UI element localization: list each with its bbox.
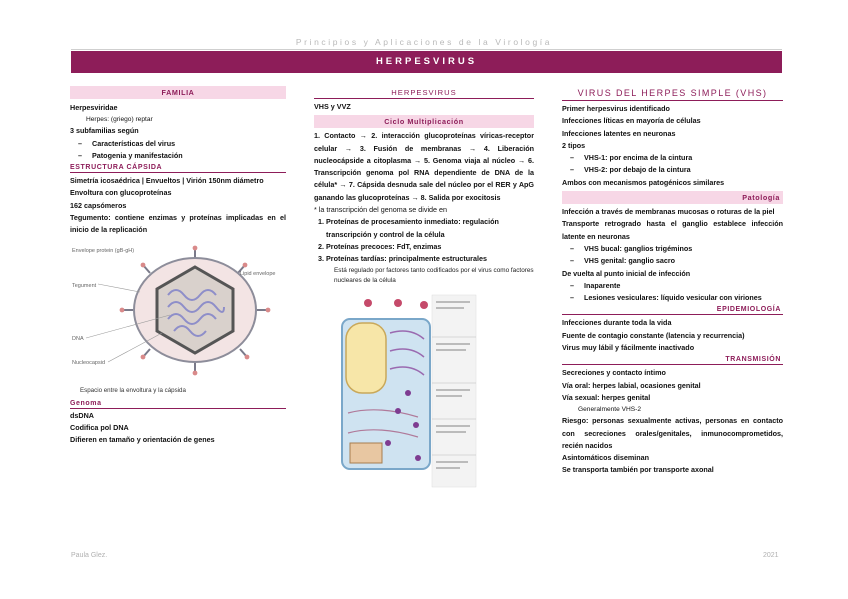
herpes-intro: VHS y VVZ	[314, 102, 351, 111]
nucleus	[346, 323, 386, 393]
label-dna: DNA	[72, 335, 84, 342]
trans-end: Se transporta también por transporte axonal	[562, 465, 714, 475]
estructura-line: Envoltura con glucoproteínas	[70, 188, 172, 198]
column-herpesvirus	[314, 86, 534, 489]
footer-author: Paula Glez.	[71, 552, 108, 559]
riesgo-text: Riesgo: personas sexualmente activas, personas en contacto con secreciones orales/genitales, inmunocomprometidos, recién nacidos	[562, 416, 783, 450]
vuelta-text: De vuelta al punto inicial de infección	[562, 268, 691, 278]
transcripcion-step: 2. Proteínas precoces: FdT, enzimas	[318, 241, 442, 251]
patologia-line: Infección a través de membranas mucosas o roturas de la piel	[562, 207, 775, 217]
vuelta-item: – Lesiones vesiculares: líquido vesicular con viriones	[562, 292, 783, 304]
genoma-line: Difieren en tamaño y orientación de genes	[70, 435, 215, 445]
vhs-type: – VHS-1: por encima de la cintura	[562, 152, 783, 164]
genoma-line: Codifica pol DNA	[70, 422, 129, 432]
page-banner: HERPESVIRUS	[71, 51, 782, 73]
estructura-line: Simetría icosaédrica | Envueltos | Virión 150nm diámetro	[70, 176, 264, 186]
label-envelope: Envelope protein (gB-gH)	[72, 247, 135, 254]
label-nucleocapsid: Nucleocapsid	[72, 359, 106, 366]
genoma-line: dsDNA	[70, 410, 94, 420]
column-familia	[70, 86, 286, 447]
trans-sub: Generalmente VHS-2	[578, 406, 642, 414]
transcripcion-note: * la transcripción del genoma se divide en	[314, 205, 448, 215]
transmision-heading: TRANSMISIÓN	[562, 354, 783, 365]
replication-cycle-diagram	[328, 293, 478, 489]
label-lipid: Lipid envelope	[240, 270, 276, 277]
epid-line: Infecciones durante toda la vida	[562, 318, 672, 328]
trans-end: Asintomáticos diseminan	[562, 453, 650, 463]
vhs-line: Infecciones latentes en neuronas	[562, 128, 676, 138]
figure-caption: Espacio entre la envoltura y la cápsida	[80, 386, 186, 394]
virion-diagram	[70, 245, 286, 383]
tegumento-text: Tegumento: contiene enzimas y proteínas implicadas en el inicio de la replicación	[70, 213, 286, 235]
epid-line: Virus muy lábil y fácilmente inactivado	[562, 343, 695, 353]
familia-etymology: Herpes: (griego) reptar	[86, 116, 153, 124]
vhs-line: Primer herpesvirus identificado	[562, 104, 670, 113]
trans-line: Vía oral: herpes labial, ocasiones genital	[562, 380, 701, 390]
subfamilia-item: – Características del virus	[70, 138, 286, 150]
vhs-end: Ambos con mecanismos patogénicos similares	[562, 177, 725, 187]
transcripcion-step: 3. Proteínas tardías: principalmente estructurales	[318, 254, 487, 264]
column-vhs	[562, 86, 783, 477]
familia-name: Herpesviridae	[70, 103, 118, 112]
transcripcion-step: 1. Proteínas de procesamiento inmediato: regulación transcripción y control de la célula	[318, 217, 499, 239]
label-tegument: Tegument	[72, 282, 97, 289]
epidemiologia-heading: EPIDEMIOLOGÍA	[562, 304, 783, 315]
vhs-line: Infecciones líticas en mayoría de células	[562, 116, 701, 126]
patologia-line: Transporte retrogrado hasta el ganglio establece infección latente en neuronas	[562, 219, 783, 241]
ganglio-item: – VHS bucal: ganglios trigéminos	[562, 243, 783, 255]
course-title: Principios y Aplicaciones de la Virología	[295, 37, 553, 47]
subfamilias-label: 3 subfamilias según	[70, 126, 139, 136]
footer-year: 2021	[763, 552, 779, 559]
ganglio-item: – VHS genital: ganglio sacro	[562, 255, 783, 267]
familia-heading: FAMILIA	[70, 86, 286, 99]
ciclo-text: 1. Contacto → 2. interacción glucoproteínas víricas-receptor celular → 3. Fusión de membranas → 4. Liberación nucleocápside a citoplasma → 5. Genoma viaja al núcleo → 6. Transcripción genoma pol RNA dependiente de DNA de la célula* → 7. Cápsida desnuda sale del núcleo por el RER y ApG ganando las glucoproteínas → 8. Salida por exocitosis	[314, 131, 534, 202]
virion-figure	[70, 245, 286, 383]
genoma-heading: Genoma	[70, 398, 286, 409]
vuelta-item: – Inaparente	[562, 280, 783, 292]
epid-line: Fuente de contagio constante (latencia y recurrencia)	[562, 330, 745, 340]
title-rule	[71, 49, 782, 50]
ciclo-heading: Ciclo Multiplicación	[314, 115, 534, 128]
vhs-line: 2 tipos	[562, 140, 586, 150]
estructura-heading: ESTRUCTURA CÁPSIDA	[70, 162, 286, 173]
replication-figure	[328, 293, 478, 489]
subfamilia-item: – Patogenia y manifestación	[70, 150, 286, 162]
patologia-heading: Patología	[562, 191, 783, 204]
vhs-heading: VIRUS DEL HERPES SIMPLE (VHS)	[562, 86, 783, 101]
trans-line: Secreciones y contacto íntimo	[562, 368, 666, 378]
estructura-line: 162 capsómeros	[70, 200, 127, 210]
regulation-note: Está regulado por factores tanto codificados por el virus como factores nucleares de la célula	[334, 266, 534, 285]
vhs-type: – VHS-2: por debajo de la cintura	[562, 164, 783, 176]
trans-line: Vía sexual: herpes genital	[562, 392, 651, 402]
herpesvirus-heading: HERPESVIRUS	[314, 86, 534, 99]
